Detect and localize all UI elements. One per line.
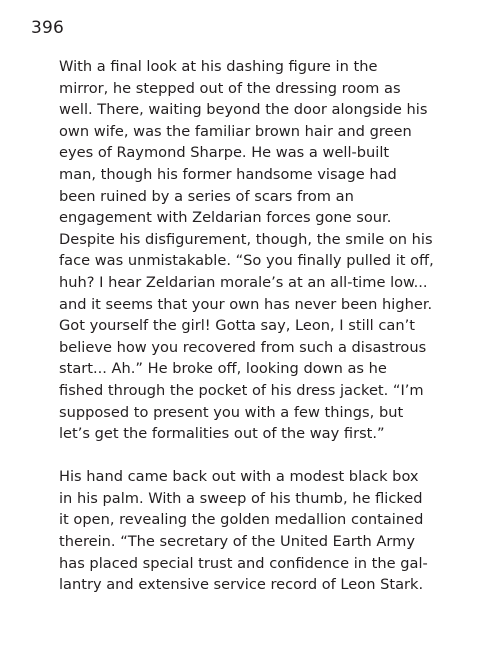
text-line: Got yourself the girl! Gotta say, Leon, I still can’t bbox=[59, 317, 415, 335]
text-line: With a final look at his dashing figure in the bbox=[59, 58, 378, 75]
text-line: lantry and extensive service record of Leon Stark. bbox=[59, 576, 424, 594]
paragraph-gap bbox=[59, 445, 459, 467]
paragraph-2 bbox=[59, 466, 459, 596]
text-line: it open, revealing the golden medallion contained bbox=[59, 511, 424, 529]
text-line: eyes of Raymond Sharpe. He was a well-built bbox=[59, 144, 390, 162]
text-line: well. There, waiting beyond the door alongside his bbox=[59, 101, 428, 119]
text-line: and it seems that your own has never been higher. bbox=[59, 295, 433, 313]
text-line: believe how you recovered from such a disastrous bbox=[59, 338, 427, 356]
text-line: fished through the pocket of his dress jacket. “I’m bbox=[59, 381, 424, 399]
text-line: face was unmistakable. “So you finally pulled it off, bbox=[59, 252, 434, 270]
text-line: therein. “The secretary of the United Earth Army bbox=[59, 533, 415, 551]
page-number: 396 bbox=[31, 18, 65, 38]
paragraph-1 bbox=[59, 56, 459, 445]
text-line: man, though his former handsome visage had bbox=[59, 165, 397, 183]
text-line: His hand came back out with a modest black box bbox=[59, 468, 419, 486]
text-line: supposed to present you with a few things, but bbox=[59, 403, 404, 421]
body-text bbox=[59, 56, 459, 596]
text-line: Despite his disfigurement, though, the smile on his bbox=[59, 230, 433, 248]
text-line: huh? I hear Zeldarian morale’s at an all-time low... bbox=[59, 273, 428, 291]
text-line: start... Ah.” He broke off, looking down as he bbox=[59, 360, 387, 378]
text-line: mirror, he stepped out of the dressing room as bbox=[59, 79, 401, 97]
text-line: engagement with Zeldarian forces gone sour. bbox=[59, 209, 392, 227]
text-line: own wife, was the familiar brown hair and green bbox=[59, 122, 412, 140]
text-line: has placed special trust and confidence in the gal- bbox=[59, 554, 428, 572]
text-line: let’s get the formalities out of the way first.” bbox=[59, 425, 385, 443]
text-line: in his palm. With a sweep of his thumb, he flicked bbox=[59, 489, 423, 507]
text-line: been ruined by a series of scars from an bbox=[59, 187, 354, 205]
